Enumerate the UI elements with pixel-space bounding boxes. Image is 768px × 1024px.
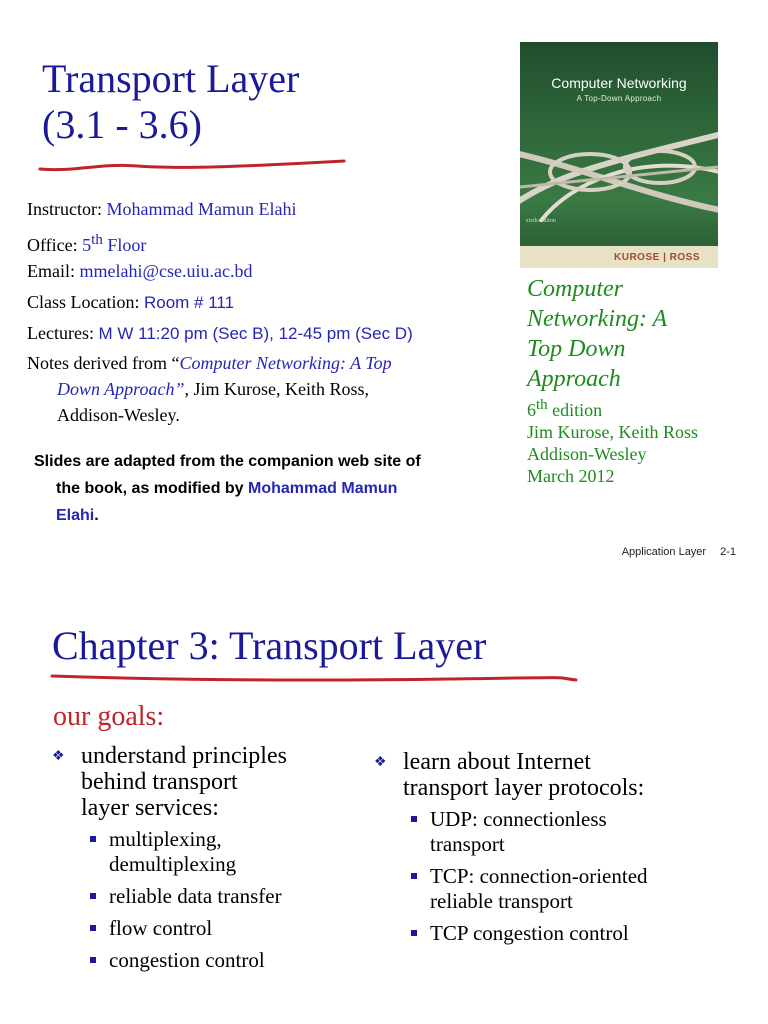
book-date: March 2012 (527, 466, 615, 486)
square-bullet-icon (411, 873, 417, 879)
chapter-title-underline (50, 668, 580, 686)
diamond-bullet-icon: ❖ (52, 749, 65, 764)
subitem-udp-cont: transport (430, 832, 505, 856)
instructor-label: Instructor: (27, 199, 107, 219)
list-item (52, 916, 352, 941)
notes-prefix: Notes derived from “ (27, 353, 180, 373)
subitem-flow-control: flow control (109, 916, 213, 940)
office-value (82, 232, 147, 255)
email-label: Email: (27, 261, 80, 281)
office-label: Office: (27, 235, 83, 255)
notes-publisher: Addison-Wesley. (57, 405, 180, 425)
cover-subtitle: A Top-Down Approach (576, 94, 662, 103)
diamond-bullet-icon: ❖ (374, 755, 387, 770)
notes-book-title-cont: Down Approach” (57, 379, 185, 399)
edition-text: edition (547, 400, 603, 420)
goals-heading: our goals: (53, 701, 165, 732)
slides-note-line-1: Slides are adapted from the companion web site of (34, 453, 421, 470)
list-item (374, 864, 714, 914)
square-bullet-icon (90, 925, 96, 931)
list-item (374, 921, 714, 946)
goal-protocols-line-1: learn about Internet (403, 749, 591, 775)
book-title-line-2: Networking: A (527, 306, 668, 332)
slides-note-line-3 (34, 502, 504, 529)
subitem-multiplexing: multiplexing, (109, 827, 222, 851)
title-line-1: Transport Layer (42, 56, 300, 101)
slides-note-period: . (94, 507, 99, 524)
location-value: Room # 111 (143, 293, 235, 312)
subitem-demultiplexing: demultiplexing (109, 852, 237, 876)
office-superscript: th (91, 232, 103, 248)
goal-principles-line-3: layer services: (81, 795, 219, 821)
subitem-tcp-congestion: TCP congestion control (430, 921, 629, 945)
list-item (374, 807, 714, 857)
subitem-reliable-transfer: reliable data transfer (109, 884, 282, 908)
square-bullet-icon (411, 930, 417, 936)
book-title-line-4: Approach (527, 366, 621, 392)
title-underline (38, 155, 348, 177)
square-bullet-icon (90, 957, 96, 963)
book-title-line-1: Computer (527, 276, 623, 302)
edition-superscript: th (536, 397, 548, 413)
subitem-tcp: TCP: connection-oriented (430, 864, 648, 888)
square-bullet-icon (90, 836, 96, 842)
instructor-row (27, 194, 487, 225)
book-title-line-3: Top Down (527, 336, 626, 362)
goal-principles-line-2: behind transport (81, 769, 238, 795)
goal-protocols (374, 749, 714, 801)
lectures-value: M W 11:20 pm (Sec B), 12-45 pm (Sec D) (98, 324, 413, 343)
notes-authors: , Jim Kurose, Keith Ross, (184, 379, 370, 399)
email-row (27, 256, 487, 287)
slides-adapted-note (34, 448, 504, 529)
email-link[interactable]: mmelahi@cse.uiu.ac.bd (79, 261, 253, 281)
highway-interchange-illustration (520, 112, 718, 222)
slide-footer (622, 546, 736, 558)
slide-2 (0, 577, 768, 1024)
list-item (52, 827, 352, 877)
square-bullet-icon (90, 893, 96, 899)
cover-authors: KUROSE | ROSS (614, 252, 700, 263)
location-row (27, 287, 487, 318)
book-authors: Jim Kurose, Keith Ross (527, 422, 698, 442)
goals-left-column (52, 743, 352, 980)
goal-principles-line-1: understand principles (81, 743, 287, 769)
book-edition (527, 394, 767, 421)
list-item (52, 948, 352, 973)
footer-section: Application Layer (621, 546, 707, 558)
goal-principles (52, 743, 352, 821)
title-line-2: (3.1 - 3.6) (42, 102, 202, 147)
office-row (27, 225, 487, 256)
chapter-title: Chapter 3: Transport Layer (52, 623, 487, 668)
edition-number: 6 (527, 400, 536, 420)
goals-right-column (374, 749, 714, 953)
slides-note-author-cont: Elahi (56, 507, 95, 524)
location-label: Class Location: (27, 292, 144, 312)
notes-book-title: Computer Networking: A Top (179, 353, 392, 373)
lectures-label: Lectures: (27, 323, 99, 343)
book-reference (527, 274, 767, 487)
cover-author-band (520, 246, 718, 268)
goal-protocols-line-2: transport layer protocols: (403, 775, 645, 801)
slides-note-line-2 (34, 475, 504, 502)
goal-protocols-subitems (374, 807, 714, 946)
lectures-row (27, 318, 487, 349)
notes-line-2 (27, 376, 487, 402)
list-item (52, 884, 352, 909)
instructor-name: Mohammad Mamun Elahi (106, 199, 297, 219)
book-publisher: Addison-Wesley (527, 444, 647, 464)
cover-edition: sixth edition (526, 218, 556, 224)
office-floor: Floor (102, 235, 147, 255)
subitem-udp: UDP: connectionless (430, 807, 607, 831)
goal-principles-subitems (52, 827, 352, 973)
course-info (27, 194, 487, 428)
cover-title: Computer Networking (551, 75, 687, 91)
book-cover-image (520, 42, 718, 268)
subitem-congestion-control: congestion control (109, 948, 265, 972)
footer-page-number: 2-1 (720, 546, 736, 558)
slides-note-text: the book, as modified by (56, 480, 249, 497)
square-bullet-icon (411, 816, 417, 822)
slides-note-author: Mohammad Mamun (248, 480, 398, 497)
notes-source (27, 350, 487, 428)
office-number: 5 (82, 235, 92, 255)
subitem-tcp-cont: reliable transport (430, 889, 573, 913)
slide-title (42, 56, 299, 148)
